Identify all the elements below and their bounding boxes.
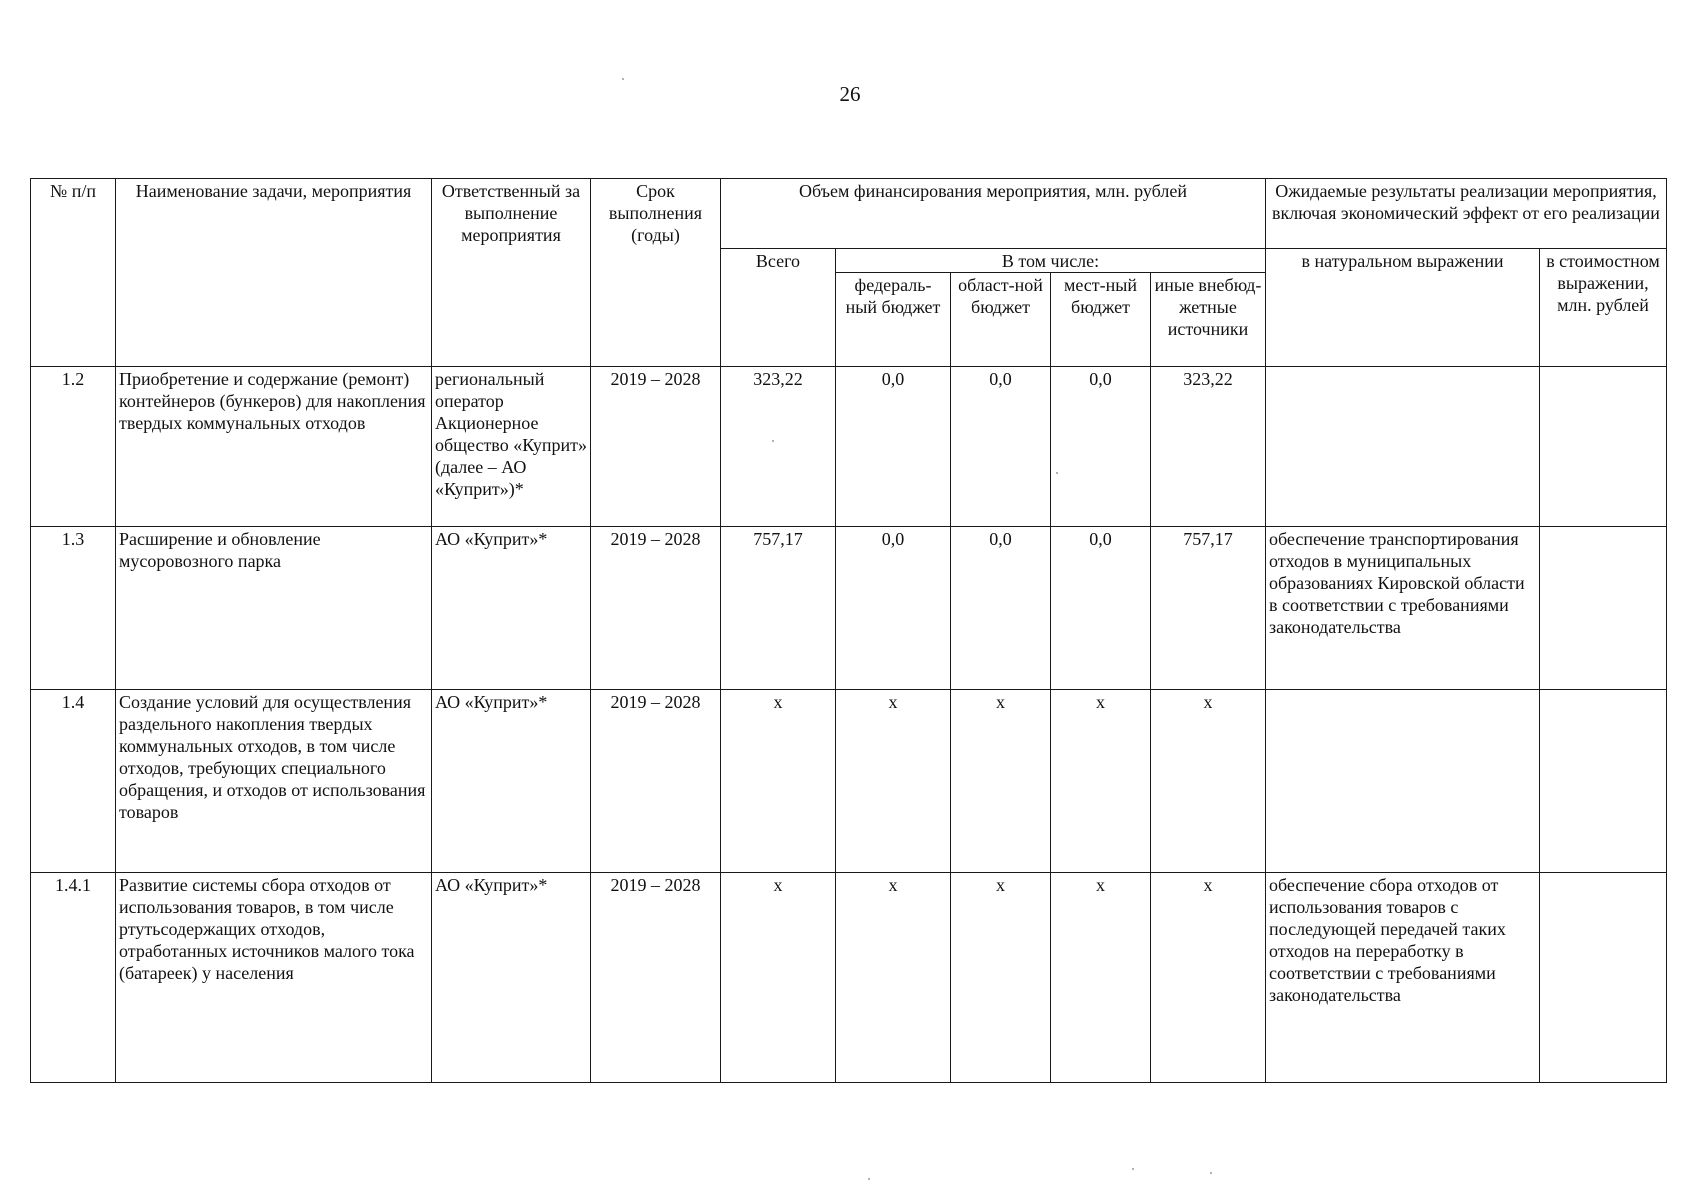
cell-regional: 0,0 — [951, 367, 1051, 527]
cell-num: 1.2 — [31, 367, 116, 527]
cell-term: 2019 – 2028 — [591, 690, 721, 873]
cell-num: 1.3 — [31, 527, 116, 690]
cell-regional: х — [951, 690, 1051, 873]
cell-natural — [1266, 367, 1540, 527]
header-local: мест-ный бюджет — [1051, 273, 1151, 367]
cell-responsible: АО «Куприт»* — [432, 527, 591, 690]
cell-cost — [1540, 367, 1667, 527]
table-row — [31, 690, 1667, 873]
cell-responsible: АО «Куприт»* — [432, 873, 591, 1083]
header-financing: Объем финансирования мероприятия, млн. рублей — [721, 179, 1266, 249]
cell-name: Создание условий для осуществления раздельного накопления твердых коммунальных отходов, в том числе отходов, требующих специального обращения, и отходов от использования товаров — [116, 690, 432, 873]
cell-local: х — [1051, 690, 1151, 873]
header-results: Ожидаемые результаты реализации мероприятия, включая экономический эффект от его реализации — [1266, 179, 1667, 249]
activities-table — [30, 178, 1667, 1083]
cell-responsible: АО «Куприт»* — [432, 690, 591, 873]
page-number: 26 — [839, 82, 861, 106]
header-federal: федераль-ный бюджет — [836, 273, 951, 367]
cell-natural: обеспечение сбора отходов от использования товаров с последующей передачей таких отходов на переработку в соответствии с требованиями законодательства — [1266, 873, 1540, 1083]
cell-local: 0,0 — [1051, 527, 1151, 690]
header-cost: в стоимостном выражении, млн. рублей — [1540, 249, 1667, 367]
cell-num: 1.4.1 — [31, 873, 116, 1083]
scan-speck — [622, 78, 624, 80]
header-other: иные внебюд-жетные источники — [1151, 273, 1266, 367]
cell-federal: х — [836, 690, 951, 873]
cell-total: х — [721, 873, 836, 1083]
header-natural: в натуральном выражении — [1266, 249, 1540, 367]
scan-speck — [772, 440, 774, 442]
cell-name: Развитие системы сбора отходов от использования товаров, в том числе ртутьсодержащих отходов, отработанных источников малого тока (батареек) у населения — [116, 873, 432, 1083]
header-regional: област-ной бюджет — [951, 273, 1051, 367]
scan-speck — [1210, 1172, 1212, 1174]
header-total: Всего — [721, 249, 836, 367]
header-term: Срок выполнения (годы) — [591, 179, 721, 367]
cell-term: 2019 – 2028 — [591, 367, 721, 527]
cell-federal: 0,0 — [836, 527, 951, 690]
cell-num: 1.4 — [31, 690, 116, 873]
cell-cost — [1540, 527, 1667, 690]
scan-speck — [868, 1178, 870, 1180]
cell-total: 757,17 — [721, 527, 836, 690]
header-responsible: Ответственный за выполнение мероприятия — [432, 179, 591, 367]
header-name: Наименование задачи, мероприятия — [116, 179, 432, 367]
cell-other: х — [1151, 873, 1266, 1083]
cell-other: 323,22 — [1151, 367, 1266, 527]
cell-federal: х — [836, 873, 951, 1083]
cell-other: 757,17 — [1151, 527, 1266, 690]
scan-speck — [1132, 1168, 1134, 1170]
cell-term: 2019 – 2028 — [591, 873, 721, 1083]
cell-other: х — [1151, 690, 1266, 873]
cell-term: 2019 – 2028 — [591, 527, 721, 690]
scan-speck — [1056, 472, 1058, 474]
cell-local: х — [1051, 873, 1151, 1083]
cell-total: х — [721, 690, 836, 873]
cell-total: 323,22 — [721, 367, 836, 527]
table-row — [31, 367, 1667, 527]
table-row — [31, 873, 1667, 1083]
cell-responsible: региональный оператор Акционерное общество «Куприт» (далее – АО «Куприт»)* — [432, 367, 591, 527]
cell-natural: обеспечение транспортирования отходов в муниципальных образованиях Кировской области в соответствии с требованиями законодательства — [1266, 527, 1540, 690]
cell-local: 0,0 — [1051, 367, 1151, 527]
table-row — [31, 527, 1667, 690]
cell-regional: 0,0 — [951, 527, 1051, 690]
cell-cost — [1540, 873, 1667, 1083]
header-num: № п/п — [31, 179, 116, 367]
cell-natural — [1266, 690, 1540, 873]
cell-cost — [1540, 690, 1667, 873]
cell-name: Расширение и обновление мусоровозного парка — [116, 527, 432, 690]
cell-federal: 0,0 — [836, 367, 951, 527]
cell-regional: х — [951, 873, 1051, 1083]
cell-name: Приобретение и содержание (ремонт) контейнеров (бункеров) для накопления твердых коммунальных отходов — [116, 367, 432, 527]
header-including: В том числе: — [836, 249, 1266, 273]
